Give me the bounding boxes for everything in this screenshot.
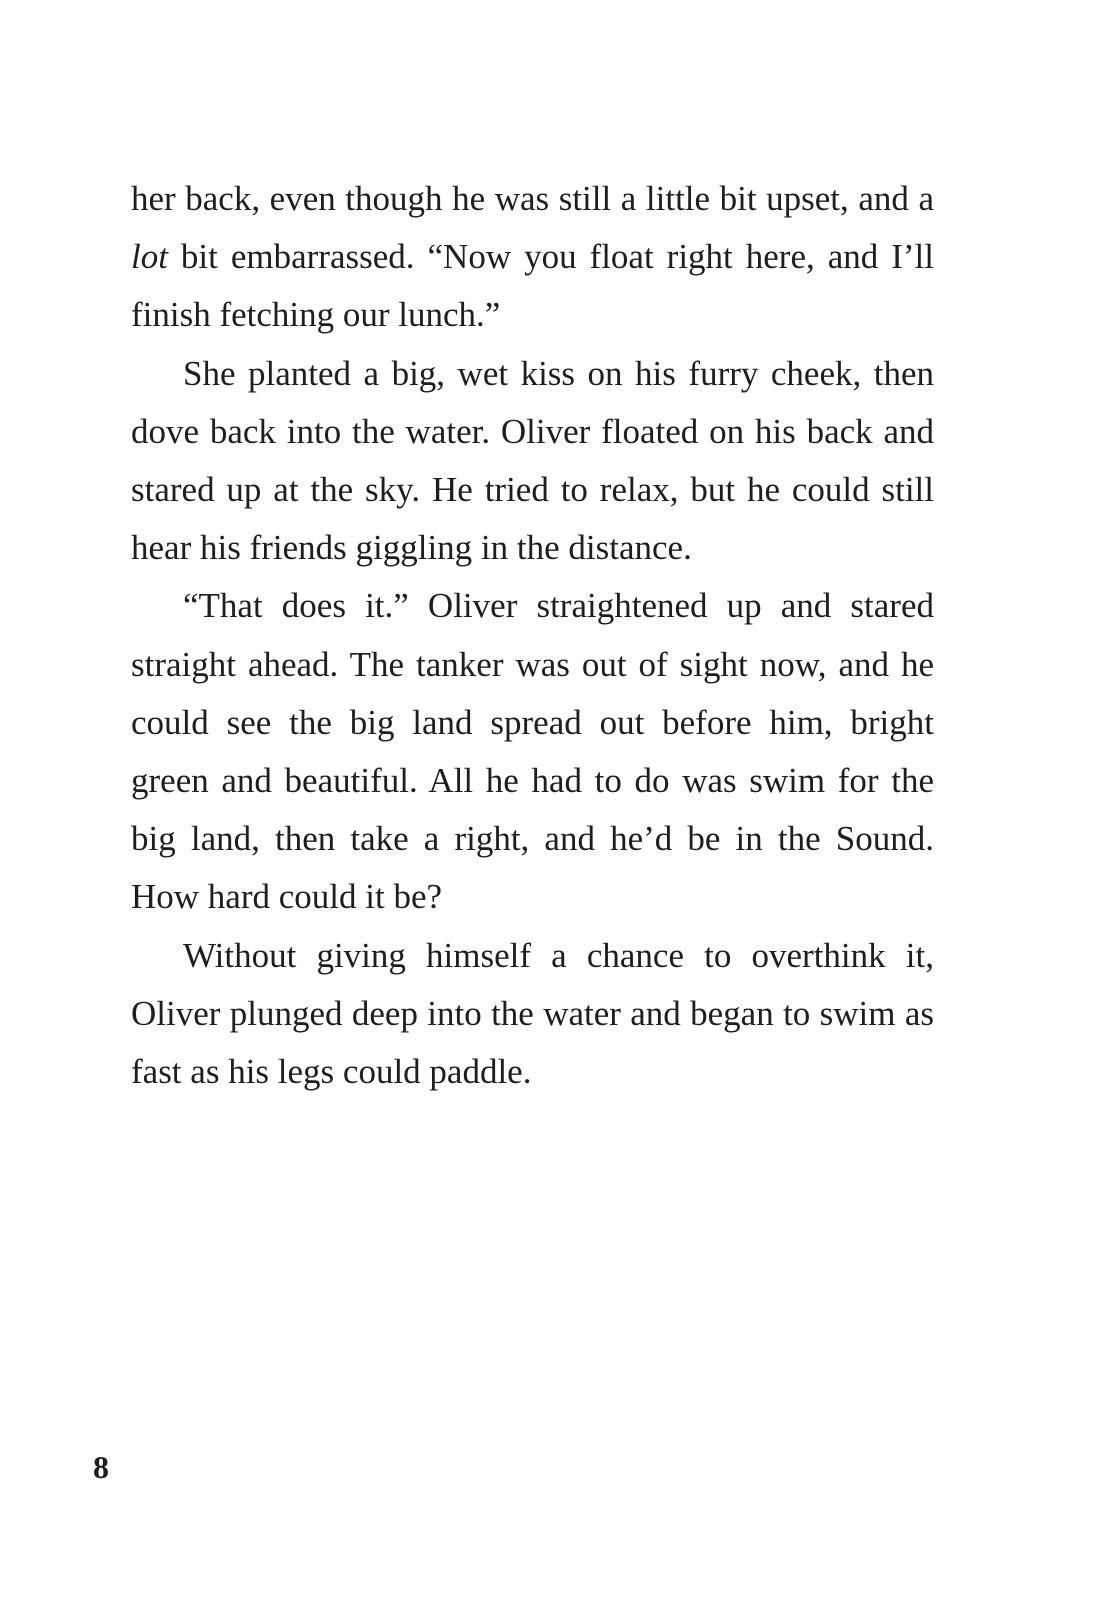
paragraph: She planted a big, wet kiss on his furry cheek, then dove back into the water. Oliver floated on his back and stared up at the sky. He tried to relax, but he could still hear his friends giggling in the distance.	[131, 353, 934, 568]
paragraph: “That does it.” Oliver straightened up and stared straight ahead. The tanker was out of sight now, and he could see the big land spread out before him, bright green and beautiful. All he had to do was swim for the big land, then take a right, and he’d be in the Sound. How hard could it be?	[131, 586, 934, 917]
body-text	[131, 170, 934, 1101]
page-number: 8	[93, 1449, 109, 1485]
paragraph: Without giving himself a chance to overthink it, Oliver plunged deep into the water and began to swim as fast as his legs could paddle.	[131, 935, 934, 1092]
paragraph-text-after-emphasis: bit embarrassed. “Now you float right here, and I’ll finish fetching our lunch.”	[131, 237, 934, 335]
paragraph-text-before-emphasis: her back, even though he was still a little bit upset, and a	[131, 179, 934, 218]
emphasized-word: lot	[131, 237, 168, 277]
paragraph-continued	[131, 170, 934, 345]
